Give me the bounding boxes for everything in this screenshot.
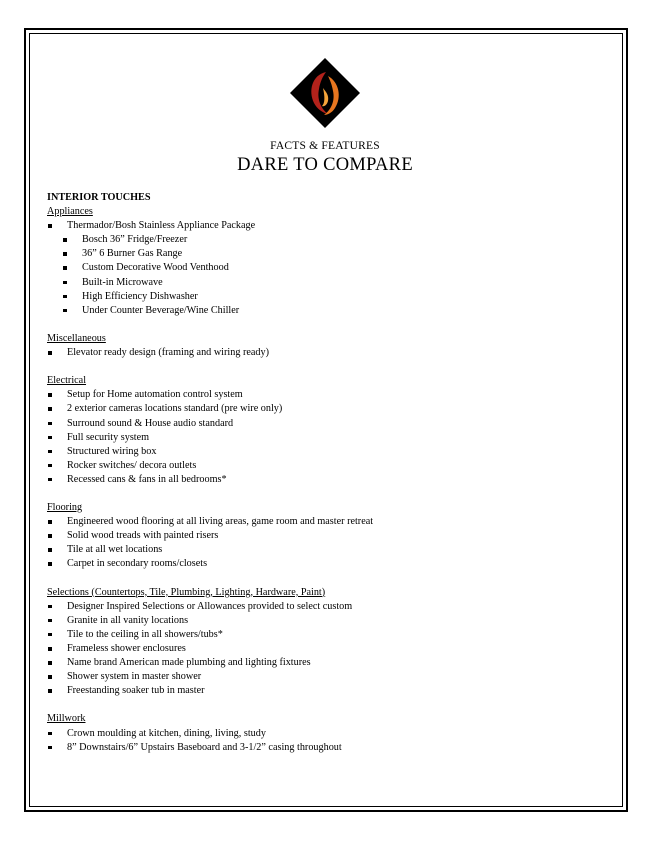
spacer bbox=[47, 487, 607, 501]
section-title-selections: Selections (Countertops, Tile, Plumbing, Lighting, Hardware, Paint) bbox=[47, 586, 326, 598]
list-item: Freestanding soaker tub in master bbox=[47, 684, 607, 698]
bullet-icon bbox=[48, 675, 52, 679]
bullet-icon bbox=[48, 351, 52, 355]
bullet-icon bbox=[48, 422, 52, 426]
list-item: Under Counter Beverage/Wine Chiller bbox=[47, 304, 607, 318]
bullet-icon bbox=[63, 295, 67, 299]
section-title-flooring: Flooring bbox=[47, 502, 83, 514]
list-item: Elevator ready design (framing and wiring ready) bbox=[47, 346, 607, 360]
list-item: High Efficiency Dishwasher bbox=[47, 290, 607, 304]
bullet-icon bbox=[63, 238, 67, 242]
section-title-electrical: Electrical bbox=[47, 375, 87, 387]
flooring-list bbox=[47, 515, 607, 571]
list-item: Carpet in secondary rooms/closets bbox=[47, 557, 607, 571]
bullet-icon bbox=[48, 562, 52, 566]
bullet-icon bbox=[63, 266, 67, 270]
bullet-icon bbox=[48, 661, 52, 665]
list-item: Surround sound & House audio standard bbox=[47, 417, 607, 431]
list-item: Structured wiring box bbox=[47, 445, 607, 459]
list-item: Frameless shower enclosures bbox=[47, 642, 607, 656]
list-item: Tile at all wet locations bbox=[47, 543, 607, 557]
list-item: 36” 6 Burner Gas Range bbox=[47, 247, 607, 261]
bullet-icon bbox=[48, 605, 52, 609]
section-title-miscellaneous: Miscellaneous bbox=[47, 332, 106, 344]
miscellaneous-list bbox=[47, 346, 607, 360]
list-item: Full security system bbox=[47, 431, 607, 445]
bullet-icon bbox=[48, 689, 52, 693]
selections-list bbox=[47, 600, 607, 699]
bullet-icon bbox=[48, 732, 52, 736]
list-item: Thermador/Bosh Stainless Appliance Package bbox=[47, 219, 607, 233]
list-item: Designer Inspired Selections or Allowances provided to select custom bbox=[47, 600, 607, 614]
millwork-list bbox=[47, 727, 607, 755]
features-content bbox=[47, 191, 607, 755]
list-item: 8” Downstairs/6” Upstairs Baseboard and 3-1/2” casing throughout bbox=[47, 741, 607, 755]
bullet-icon bbox=[63, 309, 67, 313]
bullet-icon bbox=[48, 393, 52, 397]
section-title-appliances: Appliances bbox=[47, 206, 93, 218]
appliances-list bbox=[47, 219, 607, 318]
flame-diamond-logo-icon bbox=[290, 58, 360, 128]
bullet-icon bbox=[63, 252, 67, 256]
list-item: Bosch 36” Fridge/Freezer bbox=[47, 233, 607, 247]
bullet-icon bbox=[48, 407, 52, 411]
bullet-icon bbox=[48, 464, 52, 468]
list-item: Shower system in master shower bbox=[47, 670, 607, 684]
list-item: Engineered wood flooring at all living areas, game room and master retreat bbox=[47, 515, 607, 529]
bullet-icon bbox=[48, 436, 52, 440]
bullet-icon bbox=[48, 534, 52, 538]
list-item: Setup for Home automation control system bbox=[47, 388, 607, 402]
list-item: 2 exterior cameras locations standard (pre wire only) bbox=[47, 402, 607, 416]
bullet-icon bbox=[48, 746, 52, 750]
list-item: Solid wood treads with painted risers bbox=[47, 529, 607, 543]
bullet-icon bbox=[48, 647, 52, 651]
spacer bbox=[47, 572, 607, 586]
electrical-list bbox=[47, 388, 607, 487]
list-item: Granite in all vanity locations bbox=[47, 614, 607, 628]
list-item: Recessed cans & fans in all bedrooms* bbox=[47, 473, 607, 487]
bullet-icon bbox=[63, 281, 67, 285]
bullet-icon bbox=[48, 520, 52, 524]
bullet-icon bbox=[48, 478, 52, 482]
bullet-icon bbox=[48, 224, 52, 228]
main-heading: INTERIOR TOUCHES bbox=[47, 192, 151, 203]
page-title: DARE TO COMPARE bbox=[237, 155, 413, 175]
bullet-icon bbox=[48, 633, 52, 637]
bullet-icon bbox=[48, 450, 52, 454]
spacer bbox=[47, 360, 607, 374]
list-item: Custom Decorative Wood Venthood bbox=[47, 261, 607, 275]
list-item: Built-in Microwave bbox=[47, 276, 607, 290]
spacer bbox=[47, 698, 607, 712]
bullet-icon bbox=[48, 548, 52, 552]
page-subtitle: FACTS & FEATURES bbox=[270, 140, 380, 152]
list-item: Rocker switches/ decora outlets bbox=[47, 459, 607, 473]
list-item: Tile to the ceiling in all showers/tubs* bbox=[47, 628, 607, 642]
spacer bbox=[47, 318, 607, 332]
list-item: Crown moulding at kitchen, dining, living, study bbox=[47, 727, 607, 741]
section-title-millwork: Millwork bbox=[47, 713, 86, 725]
list-item: Name brand American made plumbing and lighting fixtures bbox=[47, 656, 607, 670]
bullet-icon bbox=[48, 619, 52, 623]
